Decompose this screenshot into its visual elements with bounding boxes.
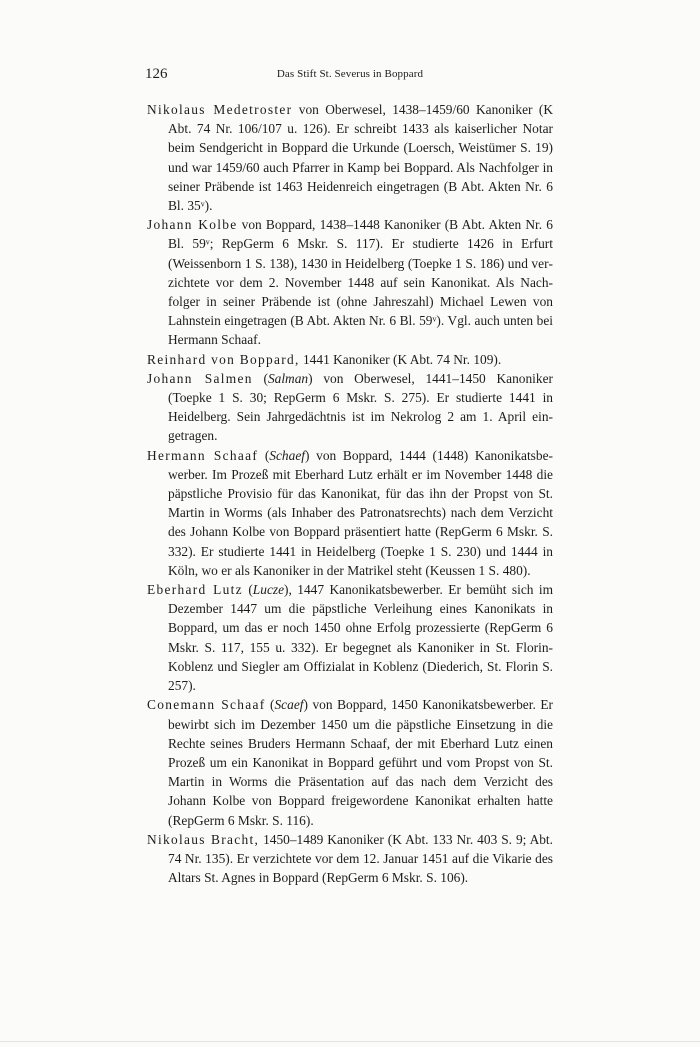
entry-eberhard-lutz [147, 580, 553, 695]
entry-hermann-schaaf [147, 446, 553, 580]
running-title: Das Stift St. Severus in Boppard [276, 68, 424, 80]
entry-name: Eberhard Lutz [147, 582, 243, 598]
entry-nikolaus-medetroster [147, 100, 553, 215]
entry-reinhard-von-boppard [147, 350, 553, 369]
entry-name: Hermann Schaaf [147, 447, 259, 463]
entry-text: ) von Boppard, 1444 (1448) Kanonikatsbewerber. Im Prozeß mit Eberhard Lutz erhält er im November 1448 die päpstliche Provisio für das Kanonikat, für das ihn der Propst von St. Martin in Worms (als Inhaber des Patronatsrechts) nach dem Verzicht des Johann Kolbe von Boppard präsentiert hatte (RepGerm 6 Mskr. S. 332). Er studierte 1441 in Heidelberg (Toepke 1 S. 230) und 1444 in Köln, wo er als Kanoniker in der Matrikel steht (Keussen 1 S. 480). [168, 447, 553, 578]
page-header [145, 66, 555, 86]
entry-name: Johann Salmen [147, 370, 253, 386]
entry-text: ) von Boppard, 1450 Kanonikatsbewerber. Er bewirbt sich im Dezember 1450 um die päpstliche Einsetzung in die Rechte seines Bruders Hermann Schaaf, der mit Eberhard Lutz einen Prozeß um ein Kanonikat in Boppard geführt und vom Propst von St. Martin in Worms die Präsentation auf das nach dem Verzicht des Johann Kolbe von Boppard freigewordene Kanonikat erhalten hatte (RepGerm 6 Mskr. S. 116). [168, 697, 553, 828]
entry-johann-kolbe [147, 215, 553, 349]
entry-text: von Oberwesel, 1438–1459/60 Kanoniker (K Abt. 74 Nr. 106/107 u. 126). Er schreibt 1433 als kaiserlicher Notar beim Sendgericht in Boppard die Urkunde (Loersch, Weistümer S. 19) und war 1459/60 auch Pfarrer in Kamp bei Boppard. Als Nachfolger in seiner Präbende ist 1463 Heidenreich eingetragen (B Abt. Akten Nr. 6 Bl. 35ᵛ). [168, 102, 553, 214]
entry-text-pre: ( [258, 447, 270, 463]
entry-conemann-schaaf [147, 695, 553, 829]
entry-text: ), 1447 Kanonikatsbewerber. Er bemüht sich im Dezember 1447 um die päpstliche Verleihung eines Kanonikats in Boppard, um das er noch 1450 ohne Erfolg prozessierte (RepGerm 6 Mskr. S. 117, 155 u. 332). Er begegnet als Kanoniker in St. Florin-Koblenz und Siegler am Offizialat in Koblenz (Diederich, St. Florin S. 257). [168, 582, 554, 694]
entry-name: Nikolaus Bracht, [147, 831, 260, 847]
entry-text-pre: ( [242, 582, 253, 598]
name-variant: Schaef [269, 447, 305, 463]
entry-text: 1441 Kanoniker (K Abt. 74 Nr. 109). [299, 351, 502, 367]
entry-johann-salmen [147, 369, 553, 446]
name-variant: Lucze [252, 582, 285, 598]
entry-text-pre: ( [265, 697, 275, 713]
entry-list [147, 100, 553, 887]
entry-text: 1450–1489 Kanoniker (K Abt. 133 Nr. 403 S. 9; Abt. 74 Nr. 135). Er verzichtete vor dem 12. Januar 1451 auf die Vikarie des Altars St. Agnes in Boppard (RepGerm 6 Mskr. S. 106). [168, 831, 553, 886]
entry-name: Reinhard von Boppard, [147, 351, 300, 367]
entry-text: von Boppard, 1438–1448 Kanoniker (B Abt. Akten Nr. 6 Bl. 59ᵛ; RepGerm 6 Mskr. S. 117). Er studierte 1426 in Erfurt (Weissenborn 1 S. 138), 1430 in Heidelberg (Toepke 1 S. 186) und verzichtete vor dem 2. November 1448 auf sein Kanonikat. Als Nachfolger in seiner Präbende ist (ohne Jahreszahl) Michael Lewen von Lahnstein eingetragen (B Abt. Akten Nr. 6 Bl. 59ᵛ). Vgl. auch unten bei Hermann Schaaf. [168, 217, 553, 348]
entry-text-pre: ( [252, 370, 268, 386]
entry-nikolaus-bracht [147, 830, 553, 888]
entry-text: ) von Oberwesel, 1441–1450 Kanoniker (Toepke 1 S. 30; RepGerm 6 Mskr. S. 275). Er studierte 1441 in Heidelberg. Sein Jahrgedächtnis ist im Nekrolog 2 am 1. April eingetragen. [168, 370, 553, 444]
entry-name: Conemann Schaaf [147, 697, 266, 713]
name-variant: Salman [267, 370, 309, 386]
scan-edge [0, 1041, 700, 1042]
entry-name: Johann Kolbe [147, 217, 238, 233]
name-variant: Scaef [274, 697, 304, 713]
page-number: 126 [145, 66, 168, 82]
entry-name: Nikolaus Medetroster [147, 102, 293, 117]
